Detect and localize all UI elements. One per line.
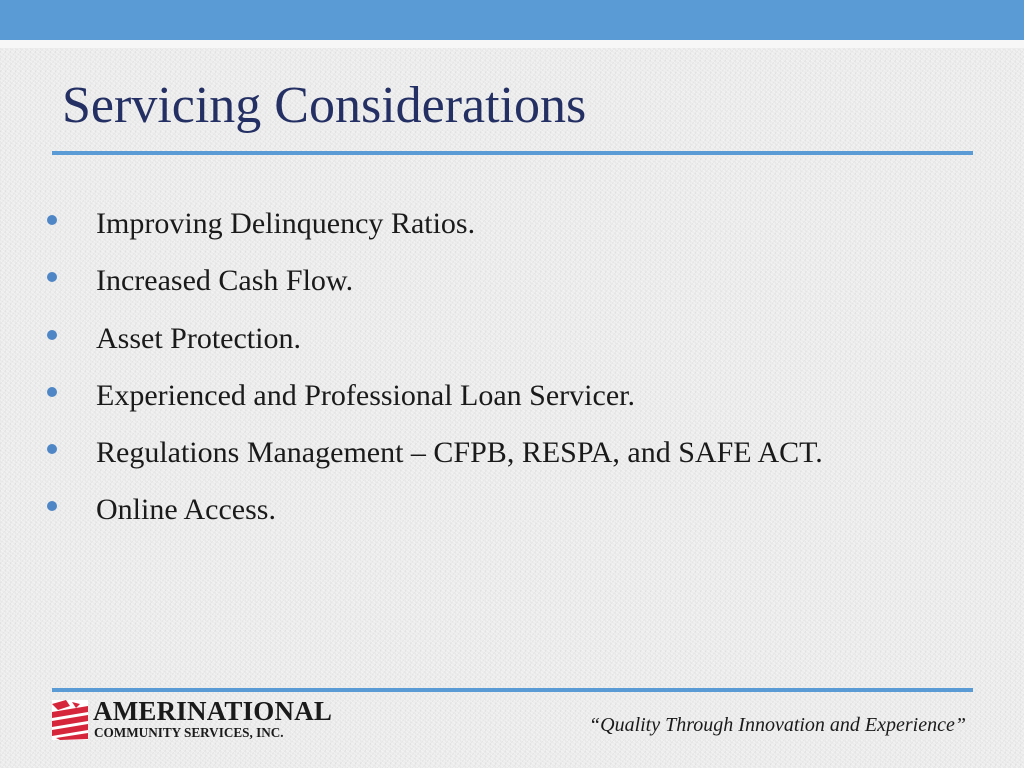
top-accent-gap (0, 40, 1024, 48)
bullet-item (44, 374, 823, 431)
company-logo (52, 696, 333, 745)
bullet-dot-icon (47, 215, 57, 225)
bullet-text: Regulations Management – CFPB, RESPA, and SAFE ACT. (96, 436, 823, 470)
bullet-item (44, 202, 823, 259)
bullet-dot-icon (47, 387, 57, 397)
footer-tagline: “Quality Through Innovation and Experience” (589, 714, 966, 736)
bullet-text: Experienced and Professional Loan Servicer. (96, 378, 635, 412)
bullet-item (44, 488, 823, 545)
bullet-text: Increased Cash Flow. (96, 264, 354, 298)
footer-divider (52, 688, 973, 692)
bullet-item (44, 431, 823, 488)
bullet-text: Improving Delinquency Ratios. (96, 207, 476, 240)
logo-subtitle: COMMUNITY SERVICES, INC. (94, 725, 284, 740)
bullet-text: Online Access. (96, 493, 276, 527)
bullet-text: Asset Protection. (96, 321, 301, 355)
slide-title: Servicing Considerations (62, 77, 587, 134)
flag-logo-icon (52, 700, 88, 740)
logo-name: AMERINATIONAL (93, 696, 333, 726)
bullet-list (44, 202, 823, 546)
bullet-dot-icon (47, 272, 57, 282)
bullet-dot-icon (47, 330, 57, 340)
bullet-item (44, 259, 823, 316)
title-divider (52, 151, 973, 155)
bullet-dot-icon (47, 501, 57, 511)
bullet-dot-icon (47, 444, 57, 454)
top-accent-bar (0, 0, 1024, 40)
bullet-item (44, 317, 823, 374)
